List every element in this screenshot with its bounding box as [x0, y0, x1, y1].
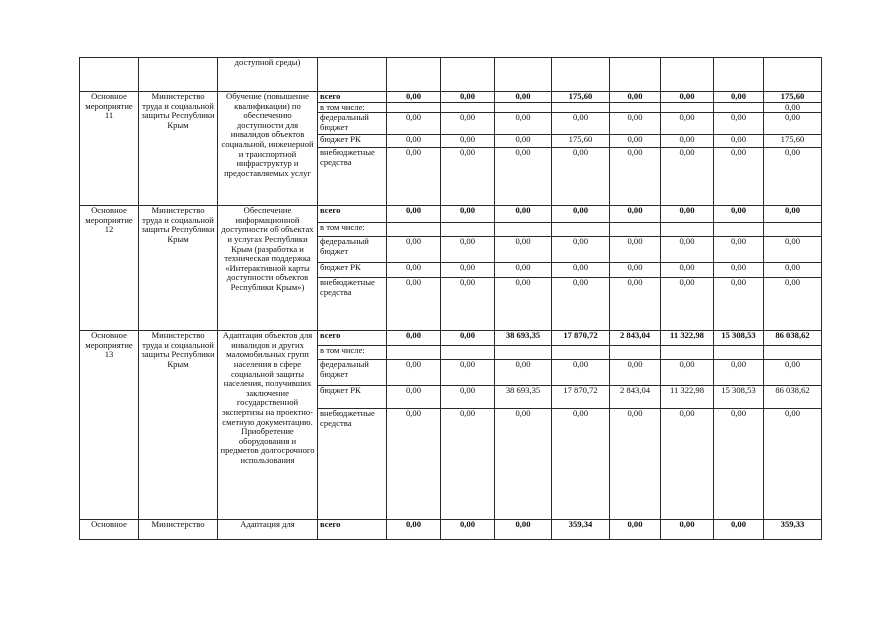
value-cell: 0,00 — [661, 237, 714, 263]
value-cell: 0,00 — [552, 237, 610, 263]
value-cell: 0,00 — [764, 278, 822, 331]
value-cell: 0,00 — [714, 520, 764, 540]
value-cell: 38 693,35 — [495, 386, 552, 409]
value-cell: 0,00 — [441, 92, 495, 103]
value-cell: 0,00 — [495, 135, 552, 148]
value-cell: 0,00 — [495, 409, 552, 520]
value-cell: 0,00 — [387, 237, 441, 263]
value-cell: 0,00 — [610, 148, 661, 206]
value-cell: 17 870,72 — [552, 331, 610, 346]
value-cell: 0,00 — [387, 135, 441, 148]
source-cell: всего — [318, 520, 387, 540]
value-cell: 0,00 — [661, 113, 714, 135]
value-cell: 0,00 — [714, 135, 764, 148]
value-cell: 0,00 — [764, 237, 822, 263]
value-cell: 0,00 — [552, 263, 610, 278]
value-cell: 0,00 — [610, 278, 661, 331]
value-cell: 359,33 — [764, 520, 822, 540]
value-cell: 175,60 — [552, 135, 610, 148]
value-cell: 15 308,53 — [714, 331, 764, 346]
measure-cell: Основное мероприятие 13 — [80, 331, 139, 520]
source-cell: федеральный бюджет — [318, 237, 387, 263]
value-cell: 0,00 — [441, 263, 495, 278]
value-cell: 86 038,62 — [764, 331, 822, 346]
value-cell: 0,00 — [552, 148, 610, 206]
value-cell: 0,00 — [441, 520, 495, 540]
value-cell: 175,60 — [552, 92, 610, 103]
value-cell: 175,60 — [764, 135, 822, 148]
value-cell: 0,00 — [552, 206, 610, 223]
value-cell: 15 308,53 — [714, 386, 764, 409]
table-row — [80, 331, 822, 346]
value-cell: 0,00 — [714, 113, 764, 135]
value-cell: 0,00 — [387, 92, 441, 103]
value-cell: 0,00 — [552, 360, 610, 386]
value-cell: 0,00 — [387, 263, 441, 278]
value-cell: 0,00 — [661, 206, 714, 223]
budget-table — [79, 57, 822, 540]
value-cell: 0,00 — [552, 113, 610, 135]
value-cell: 0,00 — [387, 206, 441, 223]
value-cell: 0,00 — [661, 148, 714, 206]
measure-cell: Основное — [80, 520, 139, 540]
value-cell: 0,00 — [610, 360, 661, 386]
value-cell: 0,00 — [495, 278, 552, 331]
value-cell: 0,00 — [610, 92, 661, 103]
value-cell: 0,00 — [610, 409, 661, 520]
value-cell: 0,00 — [764, 206, 822, 223]
value-cell: 0,00 — [387, 409, 441, 520]
description-cell: Адаптация объектов для инвалидов и других маломобильных групп населения в сфере социальной защиты населения, получивших заключение государственной экспертизы на проектно-сметную документацию. Приобретение оборудования и предметов долгосрочного использования — [218, 331, 318, 520]
value-cell: 0,00 — [387, 331, 441, 346]
value-cell: 0,00 — [441, 148, 495, 206]
value-cell: 38 693,35 — [495, 331, 552, 346]
value-cell: 0,00 — [610, 113, 661, 135]
source-cell: внебюджетные средства — [318, 409, 387, 520]
value-cell: 0,00 — [495, 92, 552, 103]
measure-cell: Основное мероприятие 12 — [80, 206, 139, 331]
source-cell: в том числе: — [318, 346, 387, 360]
value-cell: 0,00 — [661, 360, 714, 386]
value-cell: 0,00 — [441, 360, 495, 386]
source-cell: федеральный бюджет — [318, 113, 387, 135]
value-cell: 0,00 — [714, 237, 764, 263]
measure-cell: Основное мероприятие 11 — [80, 92, 139, 206]
value-cell: 0,00 — [387, 520, 441, 540]
value-cell: 0,00 — [495, 360, 552, 386]
measure-cell — [80, 58, 139, 92]
source-cell: бюджет РК — [318, 386, 387, 409]
description-cell: Обеспечение информационной доступности об объектах и услугах Республики Крым (разработка и техническая поддержка «Интерактивной карты доступности объектов Республики Крым») — [218, 206, 318, 331]
table-row — [80, 520, 822, 540]
value-cell: 0,00 — [441, 237, 495, 263]
value-cell: 0,00 — [714, 92, 764, 103]
value-cell: 0,00 — [387, 113, 441, 135]
value-cell: 0,00 — [764, 102, 822, 113]
value-cell: 0,00 — [714, 263, 764, 278]
source-cell: всего — [318, 206, 387, 223]
value-cell: 0,00 — [495, 148, 552, 206]
value-cell: 0,00 — [764, 409, 822, 520]
executor-cell: Министерство труда и социальной защиты Республики Крым — [139, 92, 218, 206]
value-cell: 0,00 — [764, 148, 822, 206]
source-cell: бюджет РК — [318, 135, 387, 148]
value-cell: 0,00 — [661, 92, 714, 103]
value-cell: 0,00 — [661, 278, 714, 331]
value-cell: 0,00 — [610, 263, 661, 278]
value-cell: 0,00 — [495, 206, 552, 223]
source-cell: внебюджетные средства — [318, 278, 387, 331]
value-cell: 2 843,04 — [610, 331, 661, 346]
description-cell: Адаптация для — [218, 520, 318, 540]
executor-cell — [139, 58, 218, 92]
table-row — [80, 58, 822, 92]
value-cell: 0,00 — [441, 386, 495, 409]
value-cell: 0,00 — [552, 409, 610, 520]
value-cell: 17 870,72 — [552, 386, 610, 409]
value-cell: 0,00 — [387, 386, 441, 409]
value-cell: 86 038,62 — [764, 386, 822, 409]
value-cell: 0,00 — [714, 360, 764, 386]
executor-cell: Министерство труда и социальной защиты Республики Крым — [139, 331, 218, 520]
executor-cell: Министерство — [139, 520, 218, 540]
value-cell: 0,00 — [714, 148, 764, 206]
description-cell: Обучение (повышение квалификации) по обеспечению доступности для инвалидов объектов социальной, инженерной и транспортной инфраструктур и предоставляемых услуг — [218, 92, 318, 206]
value-cell: 2 843,04 — [610, 386, 661, 409]
value-cell: 0,00 — [495, 263, 552, 278]
source-cell: в том числе: — [318, 102, 387, 113]
value-cell: 0,00 — [610, 520, 661, 540]
value-cell: 0,00 — [764, 263, 822, 278]
value-cell: 0,00 — [441, 409, 495, 520]
executor-cell: Министерство труда и социальной защиты Республики Крым — [139, 206, 218, 331]
value-cell: 359,34 — [552, 520, 610, 540]
table-row — [80, 92, 822, 103]
value-cell: 0,00 — [441, 113, 495, 135]
value-cell: 0,00 — [495, 237, 552, 263]
value-cell: 11 322,98 — [661, 386, 714, 409]
value-cell: 0,00 — [387, 148, 441, 206]
value-cell: 0,00 — [441, 331, 495, 346]
value-cell: 0,00 — [661, 135, 714, 148]
value-cell: 0,00 — [441, 278, 495, 331]
description-cell: доступной среды) — [218, 58, 318, 92]
source-cell: всего — [318, 92, 387, 103]
value-cell: 0,00 — [552, 278, 610, 331]
value-cell: 0,00 — [495, 520, 552, 540]
value-cell: 0,00 — [387, 278, 441, 331]
source-cell: бюджет РК — [318, 263, 387, 278]
value-cell: 0,00 — [714, 278, 764, 331]
source-cell: в том числе: — [318, 223, 387, 237]
value-cell: 0,00 — [714, 409, 764, 520]
value-cell: 0,00 — [610, 237, 661, 263]
source-cell: внебюджетные средства — [318, 148, 387, 206]
value-cell: 0,00 — [495, 113, 552, 135]
value-cell: 0,00 — [661, 409, 714, 520]
value-cell: 175,60 — [764, 92, 822, 103]
table-row — [80, 206, 822, 223]
value-cell: 0,00 — [661, 263, 714, 278]
value-cell: 0,00 — [441, 206, 495, 223]
value-cell: 0,00 — [714, 206, 764, 223]
value-cell: 0,00 — [610, 135, 661, 148]
value-cell: 0,00 — [661, 520, 714, 540]
source-cell: всего — [318, 331, 387, 346]
value-cell: 0,00 — [764, 360, 822, 386]
value-cell: 0,00 — [387, 360, 441, 386]
value-cell: 11 322,98 — [661, 331, 714, 346]
value-cell: 0,00 — [764, 113, 822, 135]
value-cell: 0,00 — [441, 135, 495, 148]
source-cell: федеральный бюджет — [318, 360, 387, 386]
value-cell: 0,00 — [610, 206, 661, 223]
